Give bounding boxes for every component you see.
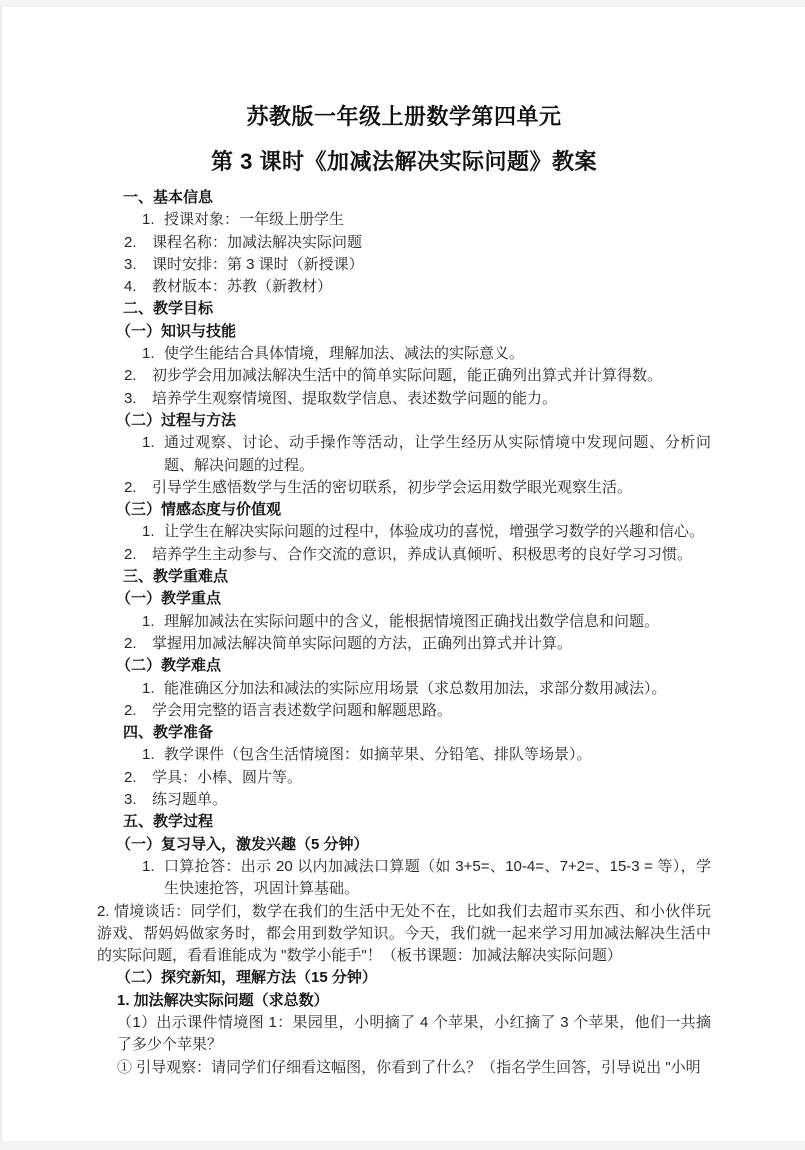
- list-marker: 4.: [124, 278, 137, 296]
- list-item-text: 初步学会用加减法解决生活中的简单实际问题，能正确列出算式并计算得数。: [152, 367, 663, 385]
- list-item-text: 口算抢答：出示 20 以内加减法口算题（如 3+5=、10-4=、7+2=、15-3 = 等），学生快速抢答，巩固计算基础。: [164, 857, 711, 898]
- list-marker: 1.: [142, 523, 155, 541]
- list-marker: 1.: [142, 345, 155, 363]
- list-item: [97, 276, 711, 298]
- list-item-text: 让学生在解决实际问题的过程中，体验成功的喜悦，增强学习数学的兴趣和信心。: [164, 523, 705, 541]
- document-body: [97, 187, 711, 1079]
- document-title-line2: 第 3 课时《加减法解决实际问题》教案: [211, 149, 597, 174]
- list-item: [97, 544, 711, 566]
- list-marker: 2.: [124, 701, 137, 719]
- list-item-text: 教学课件（包含生活情境图：如摘苹果、分铅笔、排队等场景）。: [164, 746, 592, 764]
- section-heading: 四、教学准备: [123, 724, 214, 742]
- list-item-text: 通过观察、讨论、动手操作等活动，让学生经历从实际情境中发现问题、分析问题、解决问题的过程。: [164, 434, 711, 474]
- list-item: [97, 232, 711, 254]
- list-item-text: 授课对象：一年级上册学生: [164, 211, 345, 229]
- list-item-text: 理解加减法在实际问题中的含义，能根据情境图正确找出数学信息和问题。: [164, 612, 660, 630]
- list-item: [97, 365, 711, 387]
- list-marker: 1.: [142, 434, 155, 452]
- list-item: [97, 432, 711, 477]
- list-item-text: 引导学生感悟数学与生活的密切联系，初步学会运用数学眼光观察生活。: [152, 478, 633, 496]
- list-item: [97, 343, 711, 365]
- subsection-heading: （一）教学重点: [116, 590, 222, 608]
- paragraph: ① 引导观察：请同学们仔细看这幅图，你看到了什么？（指名学生回答，引导说出 "小明: [117, 1058, 701, 1076]
- list-item-text: 练习题单。: [152, 791, 228, 809]
- document-page: [0, 7, 805, 1141]
- list-item: [97, 856, 711, 901]
- list-marker: 2.: [124, 545, 137, 563]
- list-item: [97, 633, 711, 655]
- list-item: [97, 388, 711, 410]
- list-marker: 1.: [142, 612, 155, 630]
- list-item: [97, 767, 711, 789]
- subsection-heading: （三）情感态度与价值观: [116, 501, 282, 519]
- subsection-heading: （一）复习导入，激发兴趣（5 分钟）: [116, 835, 369, 853]
- list-item: [97, 611, 711, 633]
- list-marker: 1.: [142, 679, 155, 697]
- bold-list-item: 1. 加法解决实际问题（求总数）: [117, 991, 329, 1009]
- list-item-text: 课时安排：第 3 课时（新授课）: [152, 255, 364, 273]
- list-marker: 3.: [124, 255, 137, 273]
- list-marker: 1.: [142, 211, 155, 229]
- section-heading: 三、教学重难点: [123, 568, 229, 586]
- list-item-text: 学具：小棒、圆片等。: [152, 768, 303, 786]
- document-title-line1: 苏教版一年级上册数学第四单元: [246, 104, 562, 129]
- list-item: [97, 744, 711, 766]
- section-heading: 二、教学目标: [123, 300, 214, 318]
- subsection-heading: （二）过程与方法: [116, 411, 237, 429]
- subsection-heading: （二）探究新知，理解方法（15 分钟）: [116, 969, 377, 987]
- section-heading: 五、教学过程: [123, 813, 214, 831]
- list-item: [97, 789, 711, 811]
- list-marker: 1.: [142, 857, 155, 875]
- list-marker: 3.: [124, 791, 137, 809]
- list-item-text: 学会用完整的语言表述数学问题和解题思路。: [152, 701, 453, 719]
- list-marker: 2.: [124, 367, 137, 385]
- list-item-text: 掌握用加减法解决简单实际问题的方法，正确列出算式并计算。: [152, 634, 573, 652]
- list-item: [97, 254, 711, 276]
- list-item-text: 课程名称：加减法解决实际问题: [152, 233, 363, 251]
- list-item: [97, 521, 711, 543]
- paragraph: 2. 情境谈话：同学们，数学在我们的生活中无处不在，比如我们去超市买东西、和小伙伴玩游戏、帮妈妈做家务时，都会用到数学知识。今天，我们就一起来学习用加减法解决生活中的实际问题，看看谁能成为 "数学小能手"！（板书课题：加减法解决实际问题）: [97, 902, 711, 965]
- list-item: [97, 678, 711, 700]
- list-item-text: 教材版本：苏教（新教材）: [152, 278, 333, 296]
- subsection-heading: （二）教学难点: [116, 657, 222, 675]
- list-item-text: 使学生能结合具体情境，理解加法、减法的实际意义。: [164, 345, 525, 363]
- list-marker: 2.: [124, 478, 137, 496]
- list-marker: 2.: [124, 634, 137, 652]
- list-item: [97, 209, 711, 231]
- list-item: [97, 477, 711, 499]
- list-marker: 1.: [142, 746, 155, 764]
- list-item-text: 能准确区分加法和减法的实际应用场景（求总数用加法，求部分数用减法）。: [164, 679, 667, 697]
- paragraph: （1）出示课件情境图 1：果园里，小明摘了 4 个苹果，小红摘了 3 个苹果，他们一共摘了多少个苹果？: [117, 1013, 711, 1054]
- subsection-heading: （一）知识与技能: [116, 322, 237, 340]
- list-marker: 2.: [124, 768, 137, 786]
- list-item-text: 培养学生主动参与、合作交流的意识，养成认真倾听、积极思考的良好学习习惯。: [152, 545, 693, 563]
- list-marker: 3.: [124, 389, 137, 407]
- list-item: [97, 700, 711, 722]
- section-heading: 一、基本信息: [123, 189, 214, 206]
- list-marker: 2.: [124, 233, 137, 251]
- list-item-text: 培养学生观察情境图、提取数学信息、表述数学问题的能力。: [152, 389, 558, 407]
